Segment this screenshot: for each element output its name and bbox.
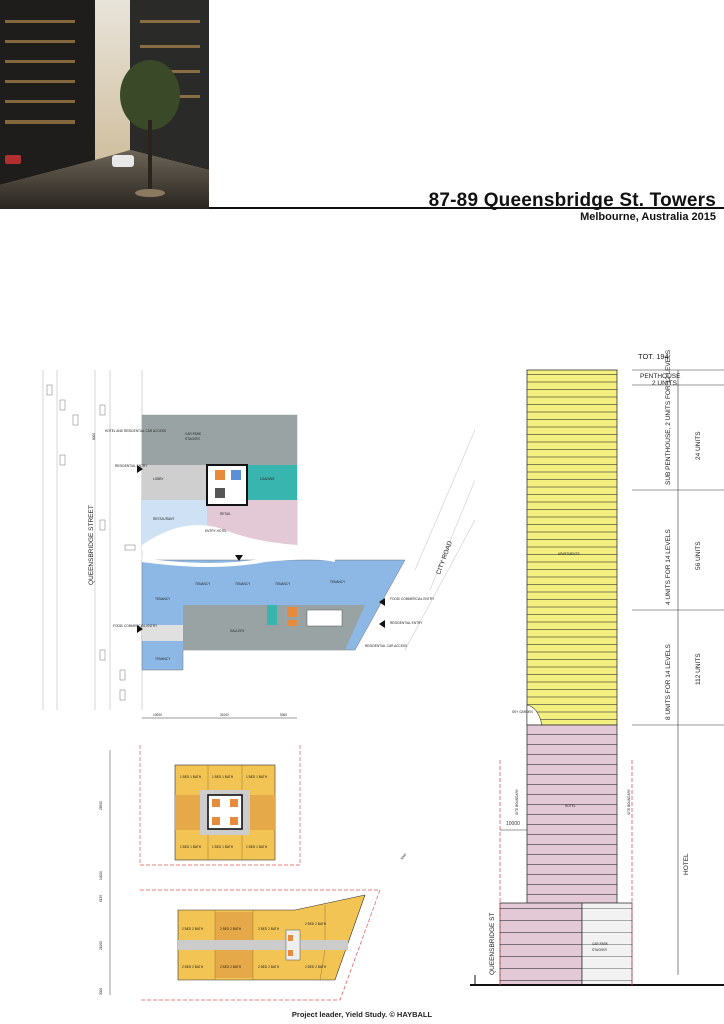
- unit-label-n: 2 BED 2 BATH: [305, 965, 327, 969]
- car-park-label: CAR PARK: [185, 432, 202, 436]
- gallery-label: GALLERY: [230, 629, 245, 633]
- unit-label-m: 2 BED 2 BATH: [258, 965, 280, 969]
- site-boundary-left: SITE BOUNDARY: [515, 789, 519, 815]
- tenancy-label-4: TENANCY: [275, 582, 291, 586]
- street-render-photo: [0, 0, 209, 209]
- residential-car-access-label: RESIDENTIAL CAR ACCESS: [365, 644, 408, 648]
- stacker-label: STACKER: [185, 437, 200, 441]
- tier-8-units-total: 112 UNITS: [695, 653, 702, 685]
- unit-label-k: 2 BED 2 BATH: [182, 965, 204, 969]
- tier-penthouse-units: 2 UNITS: [652, 380, 677, 387]
- queensbridge-street-label: QUEENSBRIDGE STREET: [88, 505, 95, 585]
- dim-14000: 14000: [99, 871, 103, 880]
- unit-label-e: 1 BED 1 BATH: [212, 845, 234, 849]
- queensbridge-st-label: QUEENSBRIDGE ST: [489, 912, 496, 975]
- tier-hotel: HOTEL: [683, 853, 690, 875]
- dim-5360: 5360: [280, 713, 288, 717]
- dim-5000: 5000: [399, 852, 408, 861]
- dim-6135: 6135: [99, 894, 103, 902]
- unit-label-f: 1 BED 1 BATH: [246, 845, 268, 849]
- entry-hotel-label: ENTRY HOTEL: [205, 529, 228, 533]
- page-title: 87-89 Queensbridge St. Towers: [428, 190, 716, 211]
- site-boundary-right: SITE BOUNDARY: [627, 789, 631, 815]
- typical-floor-plans: [90, 740, 410, 1010]
- unit-label-d: 1 BED 1 BATH: [180, 845, 202, 849]
- setback-dim: 10000: [506, 821, 520, 827]
- car-park-section-label: CAR PARK: [592, 942, 609, 946]
- sky-garden-label: SKY GARDEN: [512, 710, 533, 714]
- tier-4-units: 4 UNITS FOR 14 LEVELS: [665, 529, 672, 605]
- footer-credit: Project leader, Yield Study. © HAYBALL: [291, 1010, 433, 1019]
- food-commercial-entry-right-label: FOOD/ COMMERCIAL ENTRY: [390, 597, 435, 601]
- loading-label: LOADING: [260, 477, 275, 481]
- dim-26500: 26500: [99, 801, 103, 810]
- tenancy-label-1: TENANCY: [155, 597, 171, 601]
- hotel-section-label: HOTEL: [565, 804, 576, 808]
- stacker-section-label: STACKER: [592, 948, 607, 952]
- tier-8-units: 8 UNITS FOR 14 LEVELS: [665, 644, 672, 720]
- tenancy-label-2: TENANCY: [195, 582, 211, 586]
- tier-sub-penthouse: SUB PENTHOUSE, 2 UNITS FOR 12 LEVELS: [665, 349, 672, 485]
- tier-penthouse: PENTHOUSE: [640, 373, 681, 380]
- residential-entry-label: RESIDENTIAL ENTRY: [115, 464, 148, 468]
- food-commercial-entry-label: FOOD/ COMMERCIAL ENTRY: [113, 624, 158, 628]
- tenancy-label-3: TENANCY: [235, 582, 251, 586]
- total-units: TOT. 194: [638, 352, 669, 361]
- unit-label-b: 1 BED 1 BATH: [212, 775, 234, 779]
- tenancy-label-6: TENANCY: [155, 657, 171, 661]
- residential-entry-right-label: RESIDENTIAL ENTRY: [390, 621, 423, 625]
- city-road-label: CITY ROAD: [435, 540, 454, 576]
- dim-10000: 10000: [153, 713, 162, 717]
- unit-label-l: 2 BED 2 BATH: [220, 965, 242, 969]
- hotel-car-access-label: HOTEL AND RESIDENTIAL CAR ACCESS: [105, 429, 167, 433]
- unit-label-g: 2 BED 2 BATH: [182, 927, 204, 931]
- tier-sub-penthouse-units: 24 UNITS: [695, 431, 702, 460]
- tier-4-units-total: 56 UNITS: [695, 541, 702, 570]
- dim-31000: 31000: [220, 713, 229, 717]
- unit-label-a: 1 BED 1 BATH: [180, 775, 202, 779]
- unit-label-c: 1 BED 1 BATH: [246, 775, 268, 779]
- tenancy-label-5: TENANCY: [330, 580, 346, 584]
- dim-21000: 21000: [99, 941, 103, 950]
- unit-label-j: 2 BED 2 BATH: [305, 922, 327, 926]
- retail-label: RETAIL: [220, 512, 231, 516]
- page-subtitle: Melbourne, Australia 2015: [580, 211, 716, 223]
- dim-3000: 3000: [99, 987, 103, 995]
- lobby-label: LOBBY: [153, 477, 164, 481]
- dim-8000: 8000: [92, 432, 96, 440]
- unit-label-i: 2 BED 2 BATH: [258, 927, 280, 931]
- apartments-label: APARTMENTS: [558, 552, 580, 556]
- ground-floor-plan: [35, 370, 475, 730]
- building-section: [470, 345, 724, 1010]
- restaurant-label: RESTAURANT: [153, 517, 175, 521]
- unit-label-h: 2 BED 2 BATH: [220, 927, 242, 931]
